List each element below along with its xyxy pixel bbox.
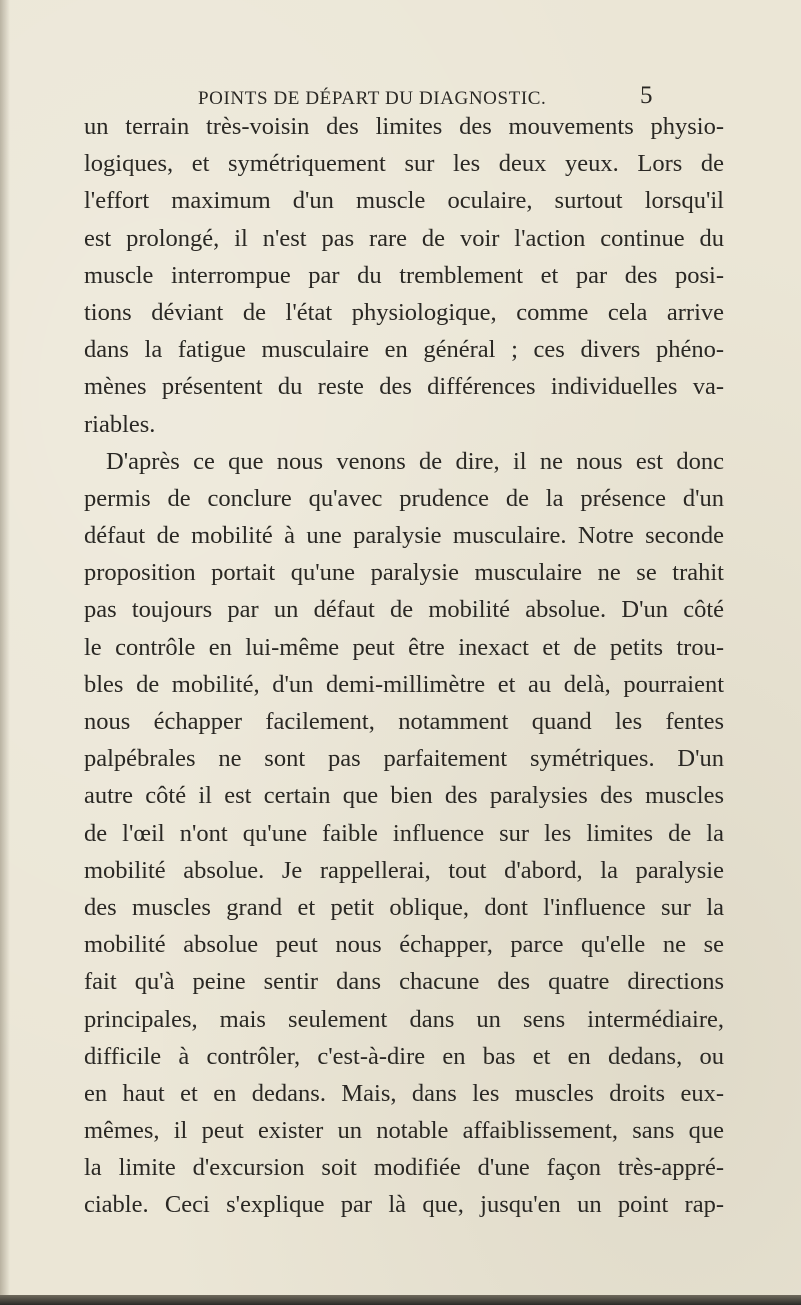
text-line: pas toujours par un défaut de mobilité absolue. D'un côté — [84, 596, 724, 624]
page-edge-shadow — [0, 0, 10, 1305]
text-line: mènes présentent du reste des différences individuelles va- — [84, 373, 724, 401]
body-text — [84, 108, 724, 1224]
text-line: principales, mais seulement dans un sens intermédiaire, — [84, 1005, 724, 1033]
text-line: un terrain très-voisin des limites des mouvements physio- — [84, 113, 724, 140]
text-line: l'effort maximum d'un muscle oculaire, surtout lorsqu'il — [84, 187, 724, 215]
page-number: 5 — [640, 82, 653, 109]
text-line: ciable. Ceci s'explique par là que, jusqu'en un point rap- — [84, 1191, 724, 1219]
text-line: muscle interrompue par du tremblement et par des posi- — [84, 261, 724, 289]
text-line: défaut de mobilité à une paralysie musculaire. Notre seconde — [84, 522, 724, 550]
text-line: palpébrales ne sont pas parfaitement symétriques. D'un — [84, 745, 724, 773]
text-line: dans la fatigue musculaire en général ; ces divers phéno- — [84, 336, 724, 364]
text-line: D'après ce que nous venons de dire, il ne nous est donc — [106, 447, 724, 475]
text-line: fait qu'à peine sentir dans chacune des quatre directions — [84, 968, 724, 996]
text-line: bles de mobilité, d'un demi-millimètre et au delà, pourraient — [84, 670, 724, 698]
text-line: logiques, et symétriquement sur les deux yeux. Lors de — [84, 150, 724, 178]
text-line: mobilité absolue peut nous échapper, parce qu'elle ne se — [84, 931, 724, 959]
text-line: mêmes, il peut exister un notable affaiblissement, sans que — [84, 1117, 724, 1145]
text-line: riables. — [84, 410, 156, 438]
text-line: permis de conclure qu'avec prudence de la présence d'un — [84, 484, 724, 512]
text-line: autre côté il est certain que bien des paralysies des muscles — [84, 782, 724, 810]
running-title: POINTS DE DÉPART DU DIAGNOSTIC. — [198, 88, 547, 109]
text-line: la limite d'excursion soit modifiée d'une façon très-appré- — [84, 1154, 724, 1182]
text-line: de l'œil n'ont qu'une faible influence sur les limites de la — [84, 819, 724, 847]
text-line: des muscles grand et petit oblique, dont l'influence sur la — [84, 893, 724, 921]
text-line: en haut et en dedans. Mais, dans les muscles droits eux- — [84, 1079, 724, 1107]
text-line: tions déviant de l'état physiologique, comme cela arrive — [84, 298, 724, 326]
text-line: le contrôle en lui-même peut être inexact et de petits trou- — [84, 633, 724, 661]
text-line: nous échapper facilement, notamment quand les fentes — [84, 708, 724, 735]
text-line: proposition portait qu'une paralysie musculaire ne se trahit — [84, 559, 724, 587]
text-line: difficile à contrôler, c'est-à-dire en bas et en dedans, ou — [84, 1042, 724, 1070]
text-line: est prolongé, il n'est pas rare de voir l'action continue du — [84, 224, 724, 252]
text-line: mobilité absolue. Je rappellerai, tout d'abord, la paralysie — [84, 856, 724, 884]
bottom-edge — [0, 1295, 801, 1305]
